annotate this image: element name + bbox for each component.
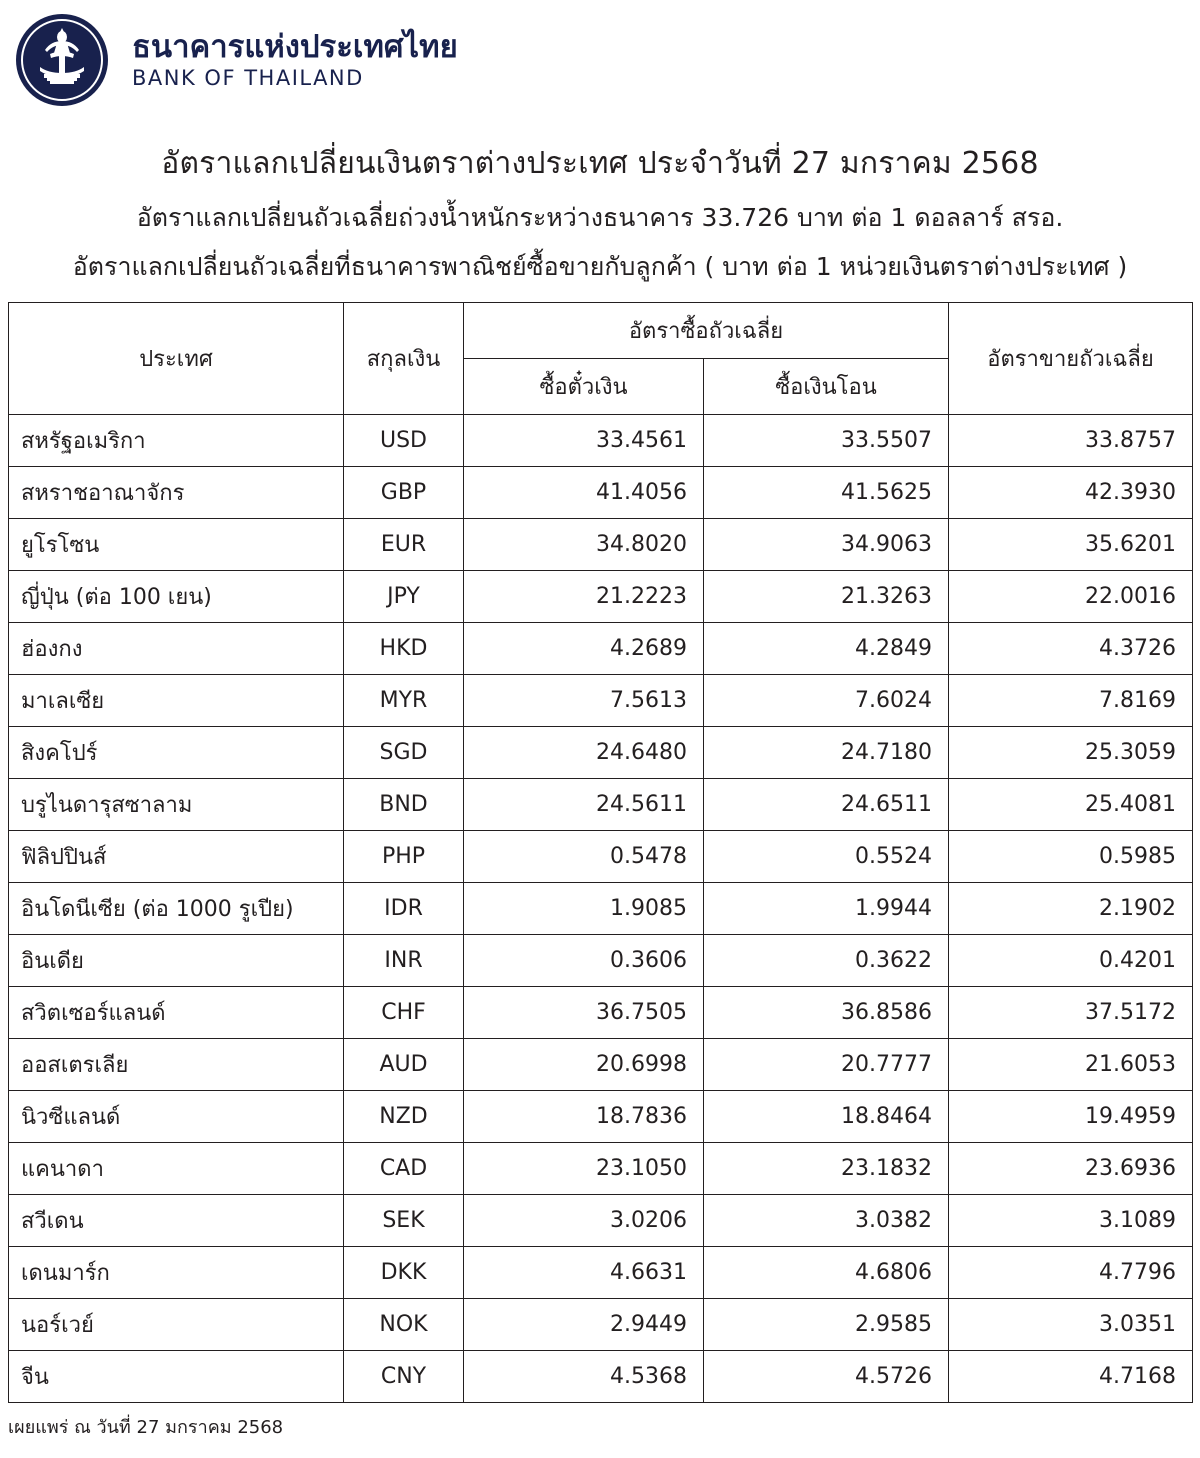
cell-sell: 37.5172 bbox=[949, 987, 1193, 1039]
cell-buy-sight: 20.6998 bbox=[464, 1039, 704, 1091]
cell-currency-code: CAD bbox=[344, 1143, 464, 1195]
cell-country: มาเลเซีย bbox=[9, 675, 344, 727]
cell-sell: 3.0351 bbox=[949, 1299, 1193, 1351]
table-row bbox=[9, 1195, 1193, 1247]
cell-buy-sight: 24.5611 bbox=[464, 779, 704, 831]
table-row bbox=[9, 1091, 1193, 1143]
cell-buy-transfer: 24.7180 bbox=[704, 727, 949, 779]
page-title: อัตราแลกเปลี่ยนเงินตราต่างประเทศ ประจำวันที่ 27 มกราคม 2568 bbox=[161, 146, 1039, 181]
cell-buy-sight: 2.9449 bbox=[464, 1299, 704, 1351]
cell-currency-code: CHF bbox=[344, 987, 464, 1039]
cell-sell: 4.7796 bbox=[949, 1247, 1193, 1299]
cell-country: อินเดีย bbox=[9, 935, 344, 987]
cell-sell: 0.4201 bbox=[949, 935, 1193, 987]
table-row bbox=[9, 727, 1193, 779]
cell-sell: 35.6201 bbox=[949, 519, 1193, 571]
cell-buy-transfer: 3.0382 bbox=[704, 1195, 949, 1247]
column-header-buy-group: อัตราซื้อถัวเฉลี่ย bbox=[464, 303, 949, 359]
column-header-buy-transfer: ซื้อเงินโอน bbox=[704, 359, 949, 415]
cell-currency-code: SGD bbox=[344, 727, 464, 779]
cell-sell: 0.5985 bbox=[949, 831, 1193, 883]
cell-sell: 33.8757 bbox=[949, 415, 1193, 467]
table-row bbox=[9, 519, 1193, 571]
cell-currency-code: BND bbox=[344, 779, 464, 831]
table-row bbox=[9, 1247, 1193, 1299]
cell-buy-transfer: 23.1832 bbox=[704, 1143, 949, 1195]
column-header-sell: อัตราขายถัวเฉลี่ย bbox=[949, 303, 1193, 415]
exchange-rates-table bbox=[8, 302, 1193, 1403]
brand-block bbox=[132, 28, 458, 91]
table-row bbox=[9, 987, 1193, 1039]
cell-sell: 4.3726 bbox=[949, 623, 1193, 675]
brand-name-thai: ธนาคารแห่งประเทศไทย bbox=[132, 28, 458, 65]
cell-country: นอร์เวย์ bbox=[9, 1299, 344, 1351]
page-header bbox=[0, 0, 1200, 110]
cell-buy-transfer: 41.5625 bbox=[704, 467, 949, 519]
cell-country: สิงคโปร์ bbox=[9, 727, 344, 779]
cell-sell: 25.3059 bbox=[949, 727, 1193, 779]
cell-buy-sight: 3.0206 bbox=[464, 1195, 704, 1247]
cell-sell: 4.7168 bbox=[949, 1351, 1193, 1403]
cell-buy-transfer: 24.6511 bbox=[704, 779, 949, 831]
exchange-rates-table-wrapper bbox=[8, 302, 1192, 1403]
cell-currency-code: IDR bbox=[344, 883, 464, 935]
cell-buy-transfer: 7.6024 bbox=[704, 675, 949, 727]
table-row bbox=[9, 779, 1193, 831]
cell-buy-transfer: 20.7777 bbox=[704, 1039, 949, 1091]
table-body bbox=[9, 415, 1193, 1403]
cell-currency-code: MYR bbox=[344, 675, 464, 727]
table-row bbox=[9, 831, 1193, 883]
cell-country: สหรัฐอเมริกา bbox=[9, 415, 344, 467]
cell-buy-transfer: 0.5524 bbox=[704, 831, 949, 883]
cell-buy-transfer: 36.8586 bbox=[704, 987, 949, 1039]
table-row bbox=[9, 623, 1193, 675]
cell-sell: 2.1902 bbox=[949, 883, 1193, 935]
cell-country: สวิตเซอร์แลนด์ bbox=[9, 987, 344, 1039]
cell-currency-code: USD bbox=[344, 415, 464, 467]
cell-buy-sight: 23.1050 bbox=[464, 1143, 704, 1195]
cell-buy-sight: 4.6631 bbox=[464, 1247, 704, 1299]
cell-sell: 19.4959 bbox=[949, 1091, 1193, 1143]
cell-currency-code: HKD bbox=[344, 623, 464, 675]
column-header-buy-sight: ซื้อตั๋วเงิน bbox=[464, 359, 704, 415]
cell-country: ฮ่องกง bbox=[9, 623, 344, 675]
cell-currency-code: PHP bbox=[344, 831, 464, 883]
cell-buy-sight: 18.7836 bbox=[464, 1091, 704, 1143]
brand-name-english: BANK OF THAILAND bbox=[132, 66, 364, 91]
cell-country: สวีเดน bbox=[9, 1195, 344, 1247]
cell-currency-code: CNY bbox=[344, 1351, 464, 1403]
table-header-row-1 bbox=[9, 303, 1193, 359]
commercial-bank-rate-note: อัตราแลกเปลี่ยนถัวเฉลี่ยที่ธนาคารพาณิชย์ซื้อขายกับลูกค้า ( บาท ต่อ 1 หน่วยเงินตราต่างประเทศ ) bbox=[72, 252, 1128, 281]
cell-buy-transfer: 1.9944 bbox=[704, 883, 949, 935]
title-block bbox=[0, 140, 1200, 287]
cell-buy-transfer: 4.5726 bbox=[704, 1351, 949, 1403]
cell-country: ญี่ปุ่น (ต่อ 100 เยน) bbox=[9, 571, 344, 623]
cell-sell: 23.6936 bbox=[949, 1143, 1193, 1195]
interbank-rate-note: อัตราแลกเปลี่ยนถัวเฉลี่ยถ่วงน้ำหนักระหว่างธนาคาร 33.726 บาท ต่อ 1 ดอลลาร์ สรอ. bbox=[136, 203, 1064, 232]
cell-currency-code: NOK bbox=[344, 1299, 464, 1351]
cell-buy-sight: 34.8020 bbox=[464, 519, 704, 571]
column-header-currency: สกุลเงิน bbox=[344, 303, 464, 415]
cell-sell: 3.1089 bbox=[949, 1195, 1193, 1247]
cell-buy-sight: 33.4561 bbox=[464, 415, 704, 467]
cell-country: เดนมาร์ก bbox=[9, 1247, 344, 1299]
cell-buy-transfer: 21.3263 bbox=[704, 571, 949, 623]
cell-country: ออสเตรเลีย bbox=[9, 1039, 344, 1091]
cell-sell: 22.0016 bbox=[949, 571, 1193, 623]
table-row bbox=[9, 571, 1193, 623]
cell-sell: 42.3930 bbox=[949, 467, 1193, 519]
column-header-country: ประเทศ bbox=[9, 303, 344, 415]
cell-sell: 7.8169 bbox=[949, 675, 1193, 727]
cell-currency-code: AUD bbox=[344, 1039, 464, 1091]
cell-buy-sight: 0.3606 bbox=[464, 935, 704, 987]
table-header bbox=[9, 303, 1193, 415]
table-row bbox=[9, 675, 1193, 727]
cell-buy-sight: 24.6480 bbox=[464, 727, 704, 779]
cell-buy-transfer: 0.3622 bbox=[704, 935, 949, 987]
cell-country: อินโดนีเซีย (ต่อ 1000 รูเปีย) bbox=[9, 883, 344, 935]
table-row bbox=[9, 935, 1193, 987]
cell-country: บรูไนดารุสซาลาม bbox=[9, 779, 344, 831]
cell-buy-sight: 0.5478 bbox=[464, 831, 704, 883]
table-row bbox=[9, 467, 1193, 519]
cell-buy-sight: 21.2223 bbox=[464, 571, 704, 623]
table-row bbox=[9, 1351, 1193, 1403]
cell-currency-code: EUR bbox=[344, 519, 464, 571]
cell-country: ยูโรโซน bbox=[9, 519, 344, 571]
cell-buy-transfer: 4.2849 bbox=[704, 623, 949, 675]
cell-buy-sight: 4.2689 bbox=[464, 623, 704, 675]
cell-country: ฟิลิปปินส์ bbox=[9, 831, 344, 883]
publish-date: เผยแพร่ ณ วันที่ 27 มกราคม 2568 bbox=[8, 1417, 284, 1438]
cell-currency-code: DKK bbox=[344, 1247, 464, 1299]
cell-buy-transfer: 33.5507 bbox=[704, 415, 949, 467]
cell-buy-transfer: 4.6806 bbox=[704, 1247, 949, 1299]
cell-buy-sight: 7.5613 bbox=[464, 675, 704, 727]
table-row bbox=[9, 1143, 1193, 1195]
cell-buy-sight: 1.9085 bbox=[464, 883, 704, 935]
cell-currency-code: SEK bbox=[344, 1195, 464, 1247]
cell-country: แคนาดา bbox=[9, 1143, 344, 1195]
cell-sell: 25.4081 bbox=[949, 779, 1193, 831]
cell-country: สหราชอาณาจักร bbox=[9, 467, 344, 519]
cell-country: นิวซีแลนด์ bbox=[9, 1091, 344, 1143]
cell-currency-code: JPY bbox=[344, 571, 464, 623]
table-row bbox=[9, 883, 1193, 935]
table-row bbox=[9, 415, 1193, 467]
bank-of-thailand-seal-icon bbox=[14, 12, 110, 108]
cell-buy-transfer: 18.8464 bbox=[704, 1091, 949, 1143]
cell-sell: 21.6053 bbox=[949, 1039, 1193, 1091]
cell-buy-sight: 4.5368 bbox=[464, 1351, 704, 1403]
cell-buy-sight: 41.4056 bbox=[464, 467, 704, 519]
table-row bbox=[9, 1299, 1193, 1351]
cell-buy-sight: 36.7505 bbox=[464, 987, 704, 1039]
cell-currency-code: GBP bbox=[344, 467, 464, 519]
cell-buy-transfer: 2.9585 bbox=[704, 1299, 949, 1351]
cell-currency-code: INR bbox=[344, 935, 464, 987]
cell-country: จีน bbox=[9, 1351, 344, 1403]
cell-currency-code: NZD bbox=[344, 1091, 464, 1143]
cell-buy-transfer: 34.9063 bbox=[704, 519, 949, 571]
table-row bbox=[9, 1039, 1193, 1091]
